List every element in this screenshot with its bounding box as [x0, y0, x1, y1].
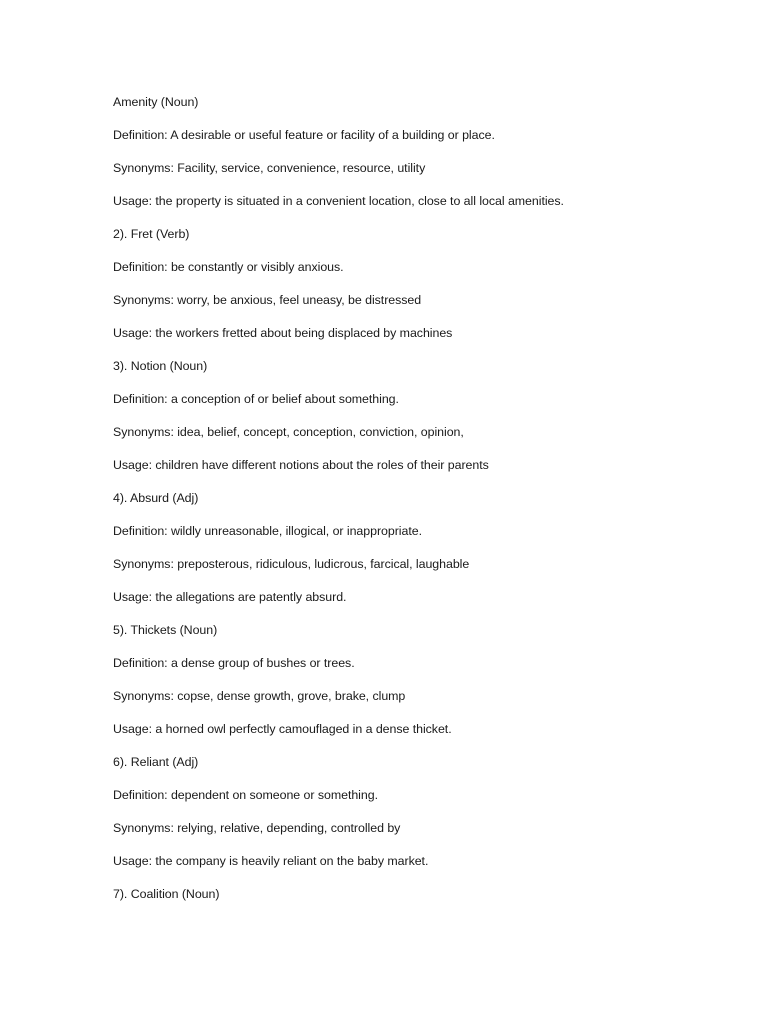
synonyms-line: Synonyms: idea, belief, concept, conception, conviction, opinion, — [113, 425, 464, 439]
synonyms-line: Synonyms: preposterous, ridiculous, ludicrous, farcical, laughable — [113, 557, 470, 571]
usage-line: Usage: the company is heavily reliant on the baby market. — [113, 854, 429, 868]
entry-heading: 5). Thickets (Noun) — [113, 623, 218, 637]
usage-line: Usage: the property is situated in a convenient location, close to all local amenities. — [113, 194, 564, 208]
definition-line: Definition: A desirable or useful feature or facility of a building or place. — [113, 128, 495, 142]
synonyms-line: Synonyms: copse, dense growth, grove, brake, clump — [113, 689, 406, 703]
entry-heading: 4). Absurd (Adj) — [113, 491, 199, 505]
entry-heading: Amenity (Noun) — [113, 95, 199, 109]
definition-line: Definition: be constantly or visibly anxious. — [113, 260, 344, 274]
usage-line: Usage: children have different notions about the roles of their parents — [113, 458, 489, 472]
entry-heading: 7). Coalition (Noun) — [113, 887, 220, 901]
vocabulary-list — [113, 92, 733, 917]
synonyms-line: Synonyms: worry, be anxious, feel uneasy, be distressed — [113, 293, 422, 307]
synonyms-line: Synonyms: Facility, service, convenience, resource, utility — [113, 161, 426, 175]
definition-line: Definition: a dense group of bushes or trees. — [113, 656, 355, 670]
definition-line: Definition: wildly unreasonable, illogical, or inappropriate. — [113, 524, 422, 538]
usage-line: Usage: a horned owl perfectly camouflaged in a dense thicket. — [113, 722, 452, 736]
entry-heading: 2). Fret (Verb) — [113, 227, 190, 241]
synonyms-line: Synonyms: relying, relative, depending, controlled by — [113, 821, 401, 835]
usage-line: Usage: the workers fretted about being displaced by machines — [113, 326, 453, 340]
definition-line: Definition: dependent on someone or something. — [113, 788, 378, 802]
entry-heading: 3). Notion (Noun) — [113, 359, 208, 373]
entry-heading: 6). Reliant (Adj) — [113, 755, 199, 769]
usage-line: Usage: the allegations are patently absurd. — [113, 590, 347, 604]
definition-line: Definition: a conception of or belief about something. — [113, 392, 399, 406]
